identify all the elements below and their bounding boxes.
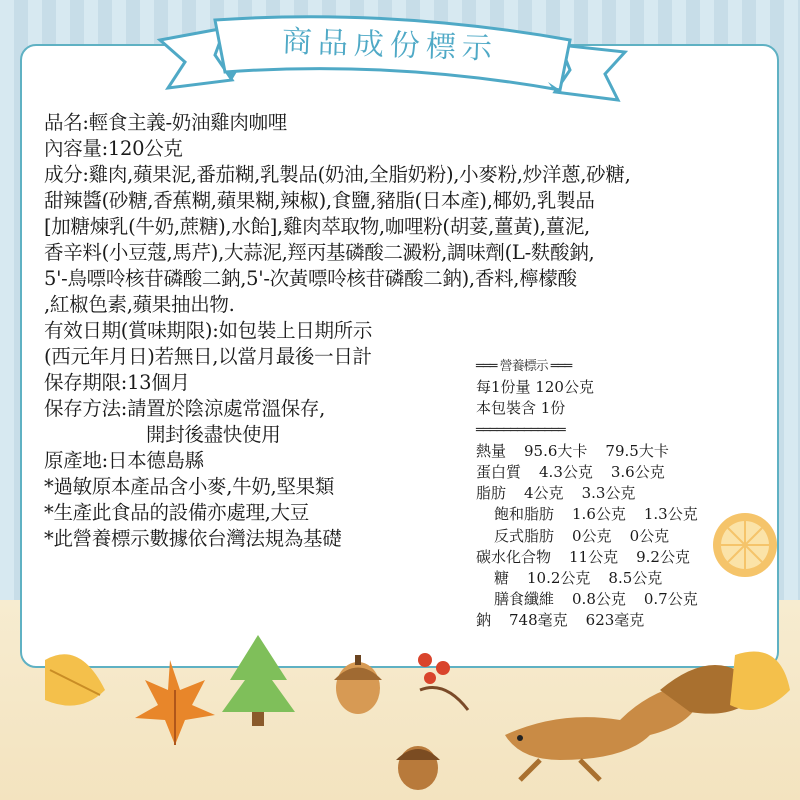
servings-per-package: 本包裝含 1份	[476, 399, 566, 418]
serving-size: 每1份量 120公克	[476, 378, 594, 397]
nutrition-row	[476, 526, 766, 547]
nutrition-row	[476, 504, 766, 525]
per-serving-value: 748毫克	[509, 611, 568, 630]
per-serving-value: 95.6大卡	[524, 441, 588, 460]
nutrient-name: 熱量	[476, 441, 507, 460]
nutrient-name: 鈉	[476, 611, 492, 630]
per-serving-value: 11公克	[569, 547, 619, 566]
nutrient-name: 反式脂肪	[494, 526, 555, 545]
nutrition-header: ═══ 營養標示 ═══	[476, 359, 572, 374]
nutrition-row	[476, 589, 766, 610]
storage-line: 開封後盡快使用	[146, 423, 281, 446]
nutrition-divider: ═════════════	[476, 422, 565, 438]
nutrient-name: 糖	[494, 569, 510, 588]
per-100g-value: 79.5大卡	[605, 441, 669, 460]
storage-line: 保存方法:請置於陰涼處常溫保存,	[44, 397, 325, 420]
nutrition-row	[476, 441, 766, 462]
nutrition-row	[476, 568, 766, 589]
per-100g-value: 8.5公克	[608, 569, 663, 588]
nutrient-name: 脂肪	[476, 484, 507, 503]
nutrition-row	[476, 610, 766, 631]
per-serving-value: 4公克	[524, 484, 564, 503]
expiry-line: (西元年月日)若無日,以當月最後一日計	[44, 345, 372, 368]
per-serving-value: 0公克	[572, 526, 612, 545]
per-serving-value: 0.8公克	[572, 590, 626, 609]
nutrition-row	[476, 462, 766, 483]
page-title: 商品成份標示	[281, 24, 499, 67]
nutrient-name: 飽和脂肪	[494, 505, 555, 524]
per-100g-value: 1.3公克	[643, 505, 698, 524]
nutrient-name: 碳水化合物	[476, 547, 552, 566]
product-name: 品名:輕食主義-奶油雞肉咖哩	[44, 111, 287, 134]
ingredients-line: 香辛料(小豆蔻,馬芹),大蒜泥,羥丙基磷酸二澱粉,調味劑(L-麩酸鈉,	[44, 241, 595, 264]
per-serving-value: 10.2公克	[527, 569, 591, 588]
nutrient-name: 膳食纖維	[494, 590, 555, 609]
shelf-life: 保存期限:13個月	[44, 371, 190, 394]
per-100g-value: 9.2公克	[636, 547, 690, 566]
nutrition-rows	[476, 441, 766, 632]
nutrition-row	[476, 547, 766, 568]
allergen-note: *過敏原本產品含小麥,牛奶,堅果類	[44, 475, 335, 498]
per-100g-value: 623毫克	[585, 611, 645, 630]
nutrient-name: 蛋白質	[476, 463, 522, 482]
allergen-note: *此營養標示數據依台灣法規為基礎	[44, 527, 342, 550]
ingredients-line: [加糖煉乳(牛奶,蔗糖),水飴],雞肉萃取物,咖哩粉(胡荽,薑黃),薑泥,	[44, 215, 590, 238]
per-serving-value: 4.3公克	[539, 463, 593, 482]
ingredients-line: 5'-鳥嘌呤核苷磷酸二鈉,5'-次黃嘌呤核苷磷酸二鈉),香料,檸檬酸	[44, 267, 577, 290]
ingredients-line: ,紅椒色素,蘋果抽出物.	[44, 293, 235, 316]
per-serving-value: 1.6公克	[572, 505, 626, 524]
per-100g-value: 0.7公克	[643, 590, 698, 609]
nutrition-panel	[476, 356, 766, 632]
per-100g-value: 0公克	[629, 526, 670, 545]
nutrition-row	[476, 483, 766, 504]
per-100g-value: 3.3公克	[581, 484, 636, 503]
allergen-note: *生產此食品的設備亦處理,大豆	[44, 501, 309, 524]
per-100g-value: 3.6公克	[610, 463, 665, 482]
origin: 原產地:日本德島縣	[44, 449, 204, 472]
net-content: 內容量:120公克	[44, 137, 183, 160]
expiry-line: 有效日期(賞味期限):如包裝上日期所示	[44, 319, 373, 342]
ingredients-line: 成分:雞肉,蘋果泥,番茄糊,乳製品(奶油,全脂奶粉),小麥粉,炒洋蔥,砂糖,	[44, 163, 631, 186]
ingredients-line: 甜辣醬(砂糖,香蕉糊,蘋果糊,辣椒),食鹽,豬脂(日本產),椰奶,乳製品	[44, 189, 595, 212]
